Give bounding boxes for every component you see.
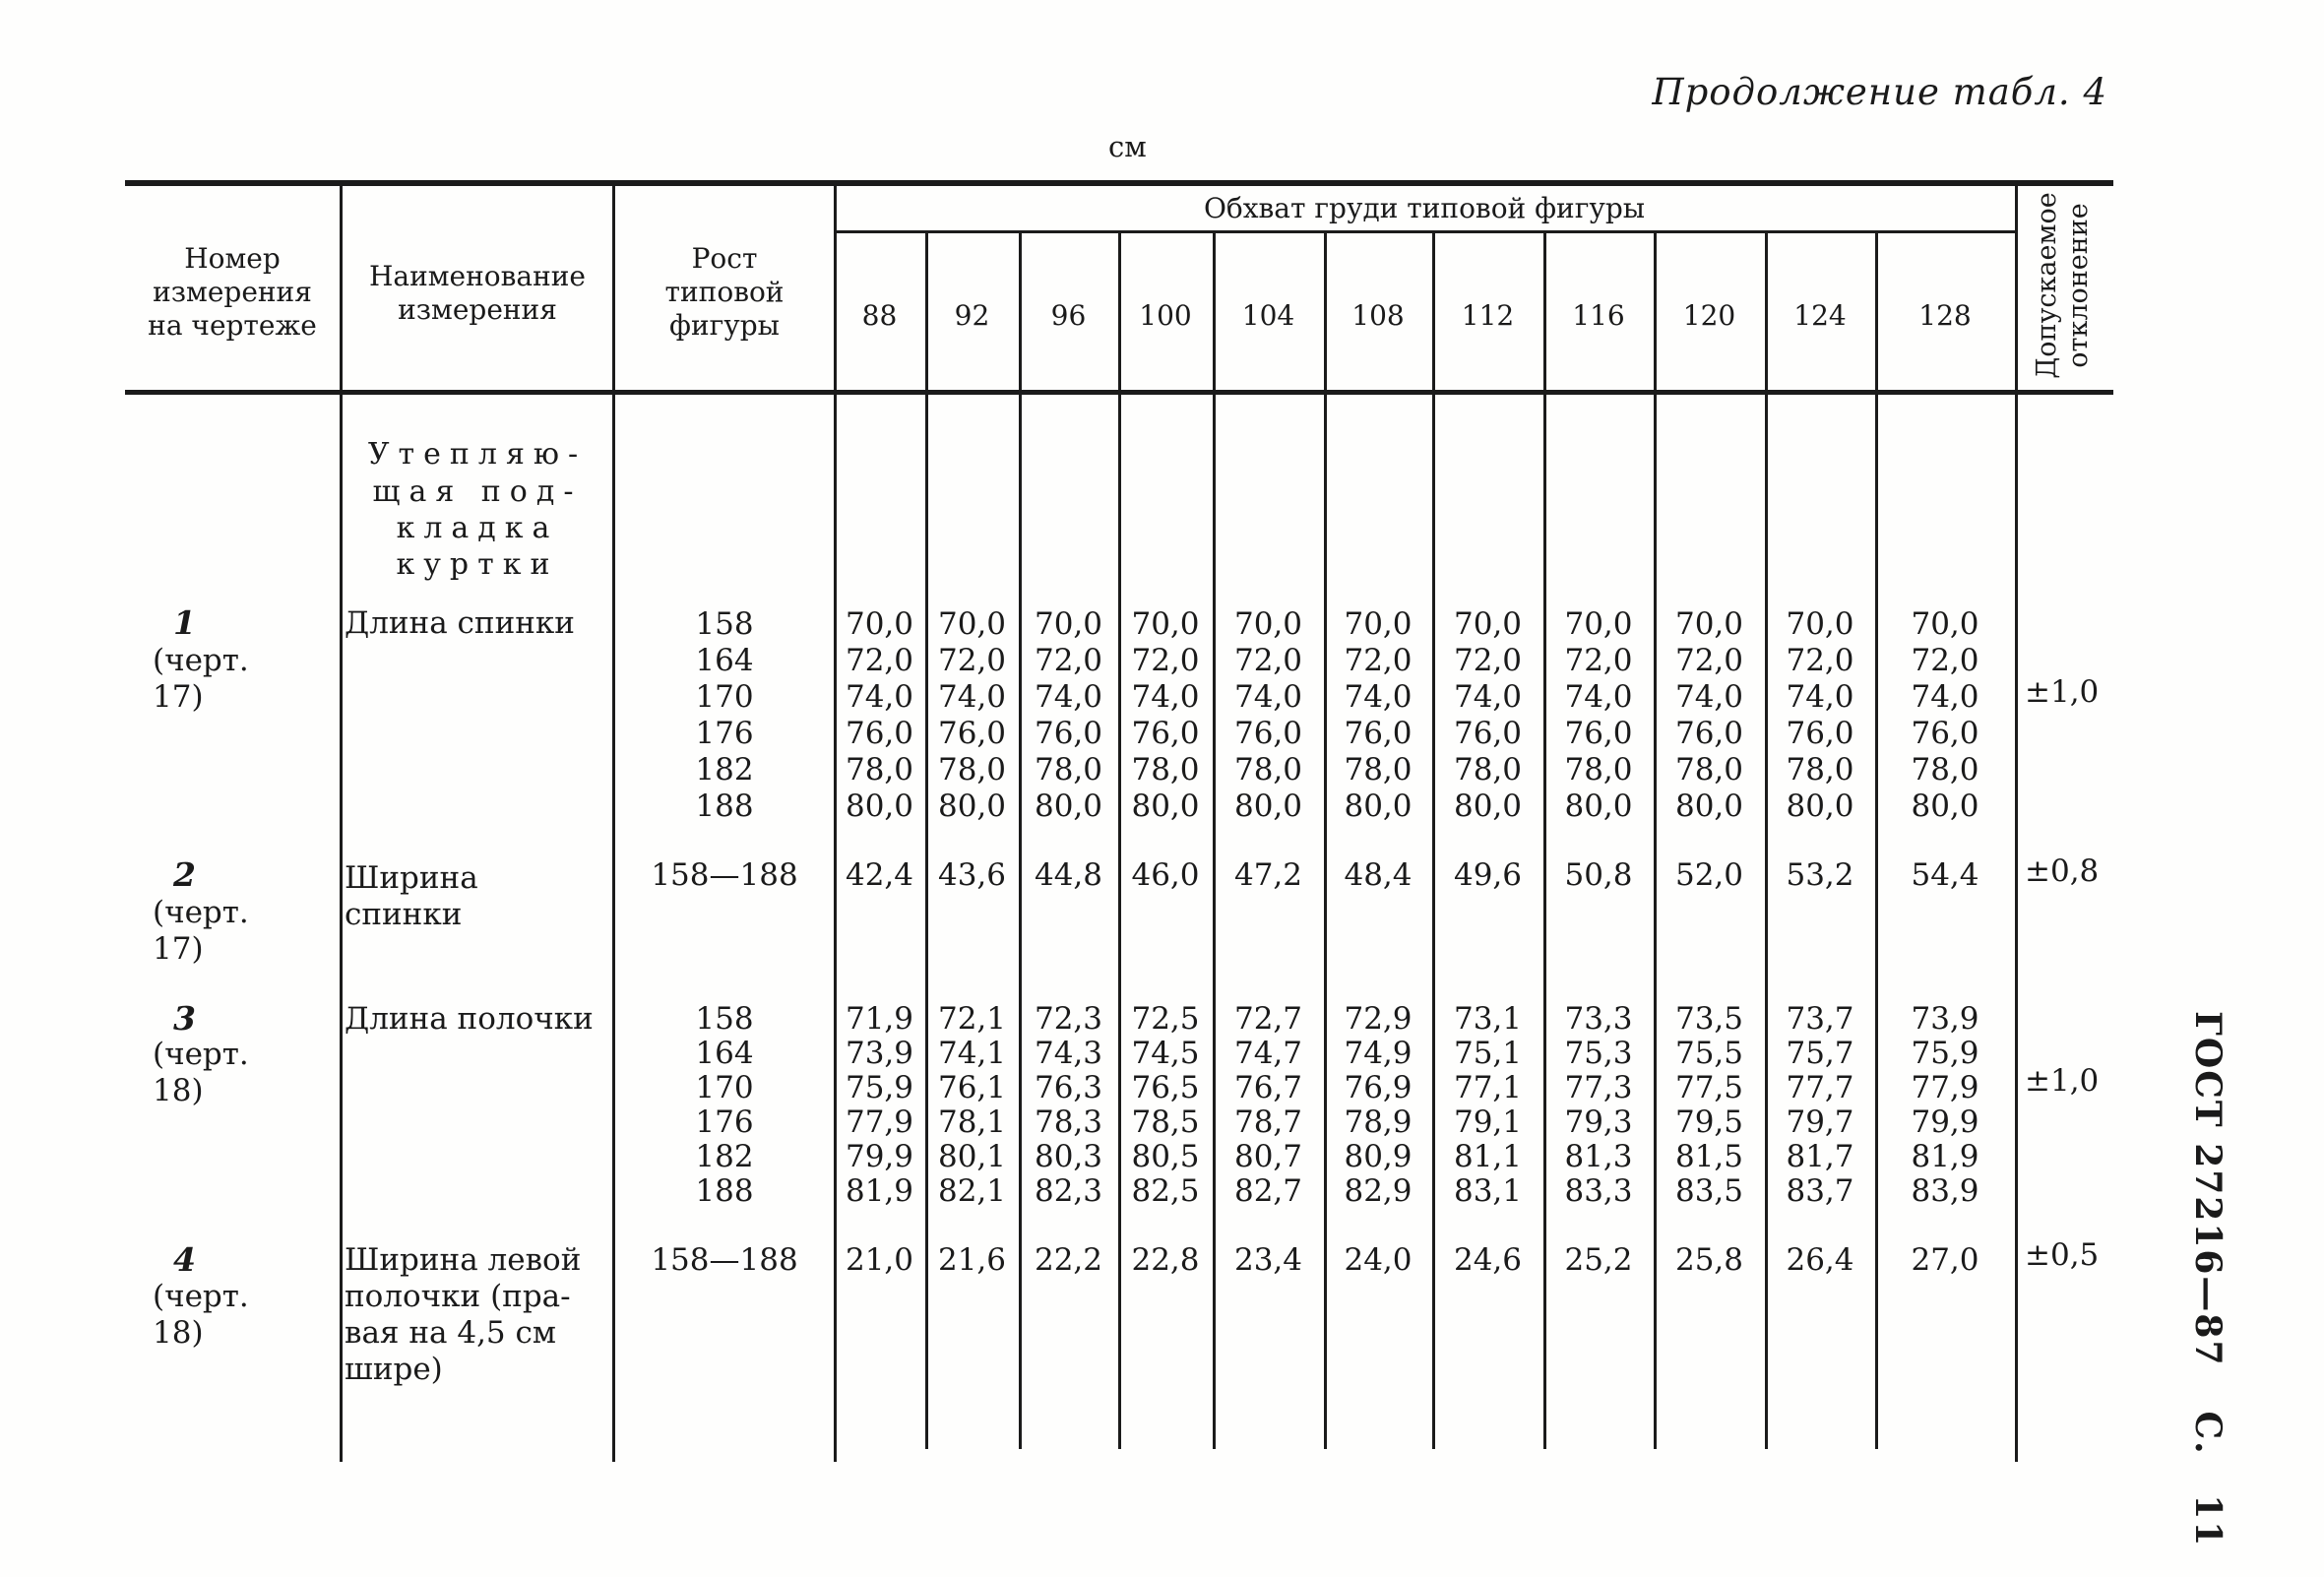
- chest-size-label: 100: [1139, 299, 1192, 332]
- measurement-value: 78,0: [1786, 752, 1854, 788]
- measurement-value: 79,7: [1786, 1104, 1854, 1140]
- height-label: 158—188: [651, 857, 798, 893]
- measurement-value: 78,3: [1034, 1104, 1103, 1140]
- figure-ref-line: (черт.: [153, 1037, 249, 1072]
- measurement-value: 80,1: [937, 1139, 1007, 1174]
- measurement-value: 72,0: [845, 643, 914, 678]
- measurement-value: 76,0: [1786, 716, 1854, 751]
- measurement-value: 21,0: [845, 1242, 914, 1278]
- measurement-value: 78,5: [1131, 1104, 1200, 1140]
- measurement-value: 79,3: [1564, 1104, 1633, 1140]
- header-cell-line: Рост: [691, 242, 758, 275]
- chest-group-underline: [834, 230, 2015, 233]
- height-label: 170: [695, 679, 754, 715]
- measurement-value: 74,0: [1564, 679, 1633, 715]
- height-label: 170: [695, 1070, 754, 1105]
- deviation-header-line: отклонение: [2063, 203, 2094, 368]
- measurement-value: 75,1: [1453, 1036, 1523, 1071]
- measurement-value: 74,0: [1453, 679, 1523, 715]
- chest-size-label: 124: [1793, 299, 1847, 332]
- section-heading-line: кладка: [396, 511, 559, 545]
- measurement-value: 74,3: [1034, 1036, 1103, 1071]
- measurement-value: 78,0: [1344, 752, 1413, 788]
- measurement-value: 74,1: [937, 1036, 1007, 1071]
- measurement-value: 76,0: [1674, 716, 1744, 751]
- measurement-number: 1: [173, 603, 196, 642]
- measurement-value: 72,0: [1564, 643, 1633, 678]
- chest-size-label: 108: [1351, 299, 1405, 332]
- deviation-value: ±1,0: [2025, 674, 2100, 710]
- measurement-value: 80,0: [1564, 788, 1633, 824]
- measurement-value: 74,5: [1131, 1036, 1200, 1071]
- measurement-value: 82,3: [1034, 1173, 1103, 1209]
- measurement-value: 80,7: [1233, 1139, 1303, 1174]
- measurement-value: 78,0: [937, 752, 1007, 788]
- figure-ref-line: 18): [153, 1073, 204, 1108]
- height-label: 158—188: [651, 1242, 798, 1278]
- measurement-value: 77,7: [1786, 1070, 1854, 1105]
- measurement-value: 52,0: [1674, 857, 1744, 893]
- measurement-value: 54,4: [1911, 857, 1979, 893]
- height-label: 164: [695, 1036, 754, 1071]
- measurement-name-line: Ширина левой: [345, 1242, 582, 1278]
- measurement-number: 3: [173, 999, 196, 1038]
- measurement-value: 76,3: [1034, 1070, 1103, 1105]
- measurement-value: 53,2: [1786, 857, 1854, 893]
- measurement-value: 82,9: [1344, 1173, 1413, 1209]
- measurement-value: 79,5: [1674, 1104, 1744, 1140]
- measurement-value: 80,0: [1034, 788, 1103, 824]
- deviation-value: ±1,0: [2025, 1063, 2100, 1099]
- measurement-value: 77,5: [1674, 1070, 1744, 1105]
- header-cell-line: Номер: [184, 242, 281, 275]
- figure-ref-line: (черт.: [153, 643, 249, 678]
- deviation-column-header: [2019, 167, 2107, 404]
- header-cell-line: измерения: [398, 293, 557, 326]
- measurement-value: 80,0: [1786, 788, 1854, 824]
- measurement-value: 42,4: [845, 857, 914, 893]
- measurement-value: 77,9: [1911, 1070, 1979, 1105]
- measurement-value: 77,9: [845, 1104, 914, 1140]
- measurement-value: 25,2: [1564, 1242, 1633, 1278]
- measurement-value: 74,0: [1131, 679, 1200, 715]
- chest-size-label: 92: [954, 299, 990, 332]
- measurement-value: 80,5: [1131, 1139, 1200, 1174]
- measurement-value: 21,6: [937, 1242, 1007, 1278]
- height-label: 182: [695, 1139, 754, 1174]
- section-heading-line: Утепляю-: [367, 437, 588, 472]
- measurement-value: 83,3: [1564, 1173, 1633, 1209]
- measurement-value: 76,0: [1034, 716, 1103, 751]
- height-label: 158: [695, 606, 754, 642]
- measurement-name-line: шире): [345, 1352, 443, 1387]
- measurement-value: 79,1: [1453, 1104, 1523, 1140]
- height-label: 182: [695, 752, 754, 788]
- measurement-value: 72,0: [1344, 643, 1413, 678]
- measurement-value: 70,0: [1233, 606, 1303, 642]
- measurement-value: 77,3: [1564, 1070, 1633, 1105]
- chest-size-label: 116: [1572, 299, 1625, 332]
- measurement-name-line: Длина полочки: [345, 1001, 594, 1037]
- continuation-label: Продолжение табл. 4: [1652, 71, 2107, 113]
- measurement-value: 72,0: [1233, 643, 1303, 678]
- measurement-value: 23,4: [1233, 1242, 1303, 1278]
- measurement-value: 73,9: [1911, 1001, 1979, 1037]
- measurement-value: 74,0: [1034, 679, 1103, 715]
- measurement-value: 48,4: [1344, 857, 1413, 893]
- measurement-value: 82,5: [1131, 1173, 1200, 1209]
- deviation-value: ±0,5: [2025, 1237, 2100, 1273]
- measurement-value: 50,8: [1564, 857, 1633, 893]
- measurement-value: 83,9: [1911, 1173, 1979, 1209]
- measurement-value: 43,6: [937, 857, 1007, 893]
- header-cell-line: измерения: [153, 276, 312, 308]
- measurement-value: 78,0: [1674, 752, 1744, 788]
- measurement-value: 76,7: [1233, 1070, 1303, 1105]
- margin-gost-label: [2173, 960, 2242, 1548]
- measurement-value: 22,2: [1034, 1242, 1103, 1278]
- measurement-value: 78,7: [1233, 1104, 1303, 1140]
- figure-ref-line: 17): [153, 931, 204, 967]
- height-label: 158: [695, 1001, 754, 1037]
- measurement-value: 78,0: [1233, 752, 1303, 788]
- measurement-value: 49,6: [1453, 857, 1523, 893]
- measurement-value: 70,0: [1453, 606, 1523, 642]
- measurement-value: 80,0: [1674, 788, 1744, 824]
- measurement-value: 80,0: [1453, 788, 1523, 824]
- measurement-value: 74,7: [1233, 1036, 1303, 1071]
- figure-ref-line: 17): [153, 679, 204, 715]
- measurement-value: 76,9: [1344, 1070, 1413, 1105]
- measurement-value: 72,3: [1034, 1001, 1103, 1037]
- measurement-value: 73,7: [1786, 1001, 1854, 1037]
- measurement-value: 80,0: [845, 788, 914, 824]
- measurement-value: 83,1: [1453, 1173, 1523, 1209]
- height-label: 176: [695, 1104, 754, 1140]
- measurement-value: 70,0: [937, 606, 1007, 642]
- measurement-value: 81,5: [1674, 1139, 1744, 1174]
- height-label: 176: [695, 716, 754, 751]
- measurement-name-line: Длина спинки: [345, 605, 575, 641]
- measurement-value: 72,7: [1233, 1001, 1303, 1037]
- measurement-value: 78,9: [1344, 1104, 1413, 1140]
- measurement-value: 81,9: [1911, 1139, 1979, 1174]
- measurement-value: 72,0: [1034, 643, 1103, 678]
- measurement-value: 80,0: [1911, 788, 1979, 824]
- chest-size-label: 88: [861, 299, 898, 332]
- measurement-value: 74,0: [1674, 679, 1744, 715]
- measurement-value: 72,0: [937, 643, 1007, 678]
- measurement-value: 80,3: [1034, 1139, 1103, 1174]
- measurement-value: 76,5: [1131, 1070, 1200, 1105]
- measurement-value: 81,9: [845, 1173, 914, 1209]
- measurement-value: 70,0: [1786, 606, 1854, 642]
- measurement-value: 76,0: [1564, 716, 1633, 751]
- measurement-value: 80,0: [1131, 788, 1200, 824]
- measurement-value: 70,0: [845, 606, 914, 642]
- measurement-name-line: полочки (пра-: [345, 1279, 571, 1314]
- measurement-value: 27,0: [1911, 1242, 1979, 1278]
- measurement-value: 81,3: [1564, 1139, 1633, 1174]
- measurement-value: 80,0: [1233, 788, 1303, 824]
- measurement-value: 75,9: [1911, 1036, 1979, 1071]
- height-label: 188: [695, 1173, 754, 1209]
- column-divider: [340, 180, 343, 1462]
- measurement-value: 78,0: [1911, 752, 1979, 788]
- measurement-value: 74,0: [1911, 679, 1979, 715]
- unit-label: см: [1108, 130, 1147, 163]
- chest-size-label: 128: [1918, 299, 1972, 332]
- measurement-name-line: вая на 4,5 см: [345, 1315, 556, 1351]
- measurement-value: 74,9: [1344, 1036, 1413, 1071]
- measurement-value: 80,9: [1344, 1139, 1413, 1174]
- measurement-value: 78,0: [1564, 752, 1633, 788]
- measurement-value: 77,1: [1453, 1070, 1523, 1105]
- measurement-value: 78,1: [937, 1104, 1007, 1140]
- measurement-value: 76,0: [1911, 716, 1979, 751]
- chest-size-label: 104: [1241, 299, 1295, 332]
- measurement-value: 76,0: [1453, 716, 1523, 751]
- measurement-value: 26,4: [1786, 1242, 1854, 1278]
- measurement-value: 71,9: [845, 1001, 914, 1037]
- measurement-value: 74,0: [1786, 679, 1854, 715]
- chest-group-label: Обхват груди типовой фигуры: [1203, 192, 1646, 224]
- table-top-border: [125, 180, 2113, 186]
- column-divider: [2015, 180, 2018, 1462]
- measurement-value: 75,5: [1674, 1036, 1744, 1071]
- measurement-value: 76,1: [937, 1070, 1007, 1105]
- chest-size-label: 120: [1682, 299, 1736, 332]
- measurement-value: 78,0: [1453, 752, 1523, 788]
- measurement-value: 83,7: [1786, 1173, 1854, 1209]
- measurement-value: 73,5: [1674, 1001, 1744, 1037]
- measurement-number: 4: [173, 1240, 196, 1279]
- measurement-value: 78,0: [845, 752, 914, 788]
- measurement-value: 73,1: [1453, 1001, 1523, 1037]
- measurement-value: 72,0: [1674, 643, 1744, 678]
- measurement-value: 24,0: [1344, 1242, 1413, 1278]
- measurement-value: 70,0: [1674, 606, 1744, 642]
- measurement-value: 73,9: [845, 1036, 914, 1071]
- measurement-value: 81,7: [1786, 1139, 1854, 1174]
- height-label: 164: [695, 643, 754, 678]
- measurement-value: 72,9: [1344, 1001, 1413, 1037]
- height-label: 188: [695, 788, 754, 824]
- measurement-value: 25,8: [1674, 1242, 1744, 1278]
- measurement-value: 70,0: [1344, 606, 1413, 642]
- measurement-value: 70,0: [1564, 606, 1633, 642]
- measurement-value: 73,3: [1564, 1001, 1633, 1037]
- measurement-value: 76,0: [845, 716, 914, 751]
- measurement-name-line: Ширина: [345, 860, 478, 896]
- measurement-value: 46,0: [1131, 857, 1200, 893]
- measurement-value: 80,0: [937, 788, 1007, 824]
- section-heading-line: куртки: [396, 547, 559, 582]
- deviation-value: ±0,8: [2025, 853, 2100, 889]
- measurement-value: 72,0: [1453, 643, 1523, 678]
- measurement-value: 44,8: [1034, 857, 1103, 893]
- measurement-value: 74,0: [1344, 679, 1413, 715]
- measurement-value: 70,0: [1034, 606, 1103, 642]
- measurement-value: 47,2: [1233, 857, 1303, 893]
- measurement-value: 72,0: [1911, 643, 1979, 678]
- header-cell-line: фигуры: [669, 309, 780, 342]
- page-number: С. 11: [2187, 1411, 2229, 1548]
- measurement-value: 76,0: [1131, 716, 1200, 751]
- measurement-value: 75,9: [845, 1070, 914, 1105]
- measurement-value: 22,8: [1131, 1242, 1200, 1278]
- header-cell-line: типовой: [664, 276, 785, 308]
- measurement-name-line: спинки: [345, 897, 463, 932]
- section-heading-line: щая под-: [372, 474, 583, 509]
- measurement-value: 74,0: [1233, 679, 1303, 715]
- header-cell-line: на чертеже: [148, 309, 317, 342]
- figure-ref-line: 18): [153, 1315, 204, 1351]
- measurement-value: 72,5: [1131, 1001, 1200, 1037]
- measurement-value: 80,0: [1344, 788, 1413, 824]
- measurement-value: 76,0: [937, 716, 1007, 751]
- measurement-value: 70,0: [1911, 606, 1979, 642]
- figure-ref-line: (черт.: [153, 895, 249, 930]
- measurement-value: 76,0: [1233, 716, 1303, 751]
- measurement-value: 75,3: [1564, 1036, 1633, 1071]
- measurement-value: 74,0: [937, 679, 1007, 715]
- measurement-value: 24,6: [1453, 1242, 1523, 1278]
- measurement-value: 72,0: [1786, 643, 1854, 678]
- measurement-value: 79,9: [845, 1139, 914, 1174]
- measurement-value: 72,1: [937, 1001, 1007, 1037]
- measurement-value: 78,0: [1131, 752, 1200, 788]
- chest-size-label: 96: [1050, 299, 1087, 332]
- gost-number: ГОСТ 27216—87: [2187, 1011, 2229, 1367]
- figure-ref-line: (черт.: [153, 1279, 249, 1314]
- chest-size-label: 112: [1461, 299, 1515, 332]
- measurement-value: 79,9: [1911, 1104, 1979, 1140]
- measurement-value: 82,1: [937, 1173, 1007, 1209]
- measurement-value: 83,5: [1674, 1173, 1744, 1209]
- measurement-number: 2: [173, 855, 196, 894]
- measurement-value: 82,7: [1233, 1173, 1303, 1209]
- measurement-value: 74,0: [845, 679, 914, 715]
- measurement-value: 78,0: [1034, 752, 1103, 788]
- measurement-value: 76,0: [1344, 716, 1413, 751]
- measurement-value: 75,7: [1786, 1036, 1854, 1071]
- measurement-value: 72,0: [1131, 643, 1200, 678]
- deviation-header-line: Допускаемое: [2032, 192, 2062, 379]
- measurement-value: 81,1: [1453, 1139, 1523, 1174]
- measurement-value: 70,0: [1131, 606, 1200, 642]
- header-cell-line: Наименование: [369, 260, 586, 292]
